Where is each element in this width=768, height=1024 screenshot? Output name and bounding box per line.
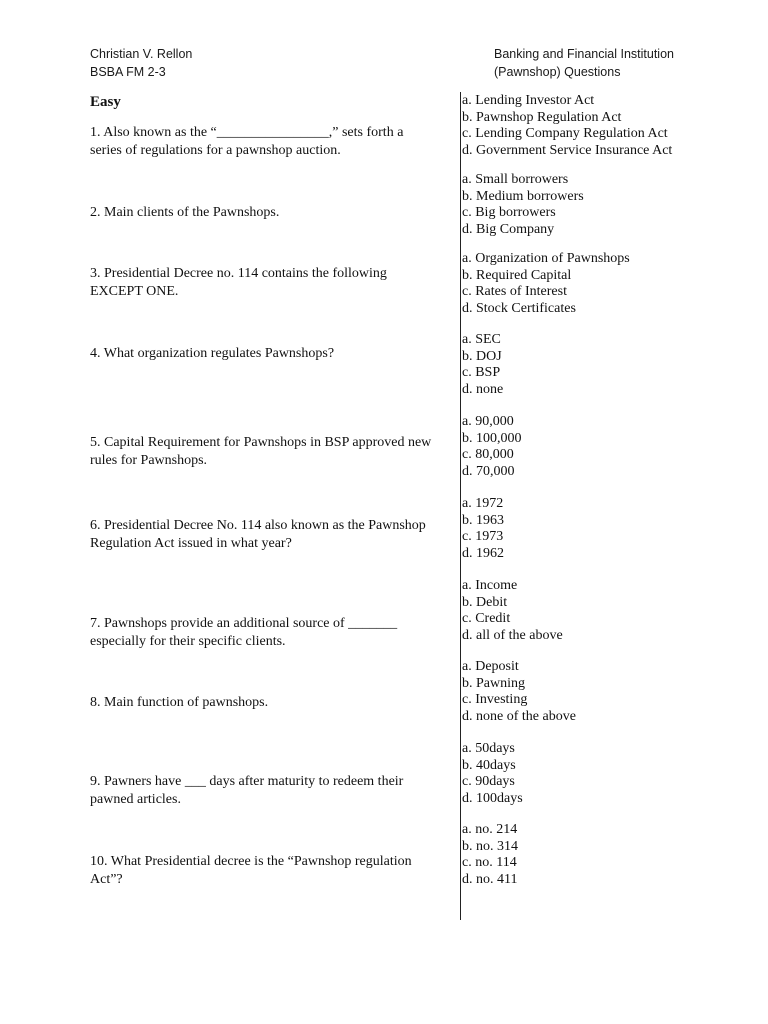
question-7 — [90, 615, 465, 651]
choice-d: d. none — [462, 381, 504, 397]
choices-7 — [462, 578, 563, 644]
choice-c: c. 90days — [462, 774, 515, 789]
subject-subtitle: (Pawnshop) Questions — [494, 65, 621, 79]
choice-a: a. 1972 — [462, 496, 504, 511]
choice-c: c. 80,000 — [462, 447, 514, 462]
choice-a: a. Small borrowers — [462, 172, 569, 187]
question-line: 9. Pawners have ___ days after maturity to redeem their — [90, 774, 404, 789]
question-line: 2. Main clients of the Pawnshops. — [90, 205, 280, 220]
choice-d: d. no. 411 — [462, 871, 518, 887]
question-line: rules for Pawnshops. — [90, 453, 208, 468]
section-title: Easy — [90, 94, 121, 110]
question-10 — [90, 853, 465, 889]
choice-d: d. 70,000 — [462, 463, 515, 479]
choice-b: b. DOJ — [462, 348, 502, 364]
question-line: Act”? — [90, 872, 123, 887]
question-line: 7. Pawnshops provide an additional source of _______ — [90, 616, 398, 631]
choice-c: c. Lending Company Regulation Act — [462, 126, 668, 141]
choice-c: c. Rates of Interest — [462, 284, 567, 299]
question-9 — [90, 773, 465, 809]
choice-b: b. Debit — [462, 594, 508, 610]
choice-d: d. Big Company — [462, 221, 555, 237]
choice-a: a. 50days — [462, 741, 515, 756]
question-line: 5. Capital Requirement for Pawnshops in BSP approved new — [90, 435, 432, 450]
choice-c: c. Big borrowers — [462, 205, 556, 220]
choice-a: a. Lending Investor Act — [462, 93, 595, 108]
choice-a: a. no. 214 — [462, 822, 518, 837]
choice-b: b. Required Capital — [462, 267, 572, 283]
question-8 — [90, 694, 465, 712]
choice-a: a. SEC — [462, 332, 501, 347]
question-line: pawned articles. — [90, 792, 181, 807]
question-line: 6. Presidential Decree No. 114 also known as the Pawnshop — [90, 518, 426, 533]
choice-d: d. none of the above — [462, 708, 576, 724]
choices-3 — [462, 251, 630, 317]
question-line: 8. Main function of pawnshops. — [90, 695, 269, 710]
question-5 — [90, 434, 465, 470]
choices-1 — [462, 93, 672, 159]
subject-block — [494, 45, 674, 81]
question-line: 3. Presidential Decree no. 114 contains the following — [90, 266, 387, 281]
question-1 — [90, 124, 465, 160]
question-line: Regulation Act issued in what year? — [90, 536, 292, 551]
choices-9 — [462, 741, 523, 807]
question-6 — [90, 517, 465, 553]
question-line: series of regulations for a pawnshop auction. — [90, 143, 341, 158]
choice-c: c. Investing — [462, 692, 528, 707]
choice-a: a. Deposit — [462, 659, 519, 674]
question-2 — [90, 204, 465, 222]
question-line: EXCEPT ONE. — [90, 284, 179, 299]
choice-c: c. no. 114 — [462, 855, 517, 870]
question-line: especially for their specific clients. — [90, 634, 286, 649]
choice-b: b. no. 314 — [462, 838, 518, 854]
question-line: 1. Also known as the “________________,” sets forth a — [90, 125, 404, 140]
choice-d: d. Stock Certificates — [462, 300, 576, 316]
choice-a: a. Organization of Pawnshops — [462, 251, 630, 266]
choice-b: b. 40days — [462, 757, 516, 773]
question-line: 4. What organization regulates Pawnshops? — [90, 346, 335, 361]
choice-d: d. all of the above — [462, 627, 563, 643]
choices-2 — [462, 172, 584, 238]
author-name: Christian V. Rellon — [90, 47, 193, 61]
question-line: 10. What Presidential decree is the “Pawnshop regulation — [90, 854, 412, 869]
choice-a: a. 90,000 — [462, 414, 514, 429]
choice-d: d. 1962 — [462, 545, 504, 561]
choice-b: b. Medium borrowers — [462, 188, 584, 204]
choice-a: a. Income — [462, 578, 518, 593]
choice-c: c. 1973 — [462, 529, 504, 544]
choices-8 — [462, 659, 576, 725]
question-3 — [90, 265, 465, 301]
choice-b: b. Pawnshop Regulation Act — [462, 109, 622, 125]
choice-b: b. 1963 — [462, 512, 504, 528]
choice-c: c. BSP — [462, 365, 501, 380]
choices-10 — [462, 822, 518, 888]
question-4 — [90, 345, 465, 363]
choices-5 — [462, 414, 522, 480]
author-block — [90, 45, 192, 81]
choice-c: c. Credit — [462, 611, 511, 626]
choice-b: b. Pawning — [462, 675, 525, 691]
course-section: BSBA FM 2-3 — [90, 65, 166, 79]
choice-d: d. Government Service Insurance Act — [462, 142, 673, 158]
choices-6 — [462, 496, 504, 562]
choice-d: d. 100days — [462, 790, 523, 806]
subject-title: Banking and Financial Institution — [494, 47, 674, 61]
choice-b: b. 100,000 — [462, 430, 522, 446]
choices-4 — [462, 332, 503, 398]
